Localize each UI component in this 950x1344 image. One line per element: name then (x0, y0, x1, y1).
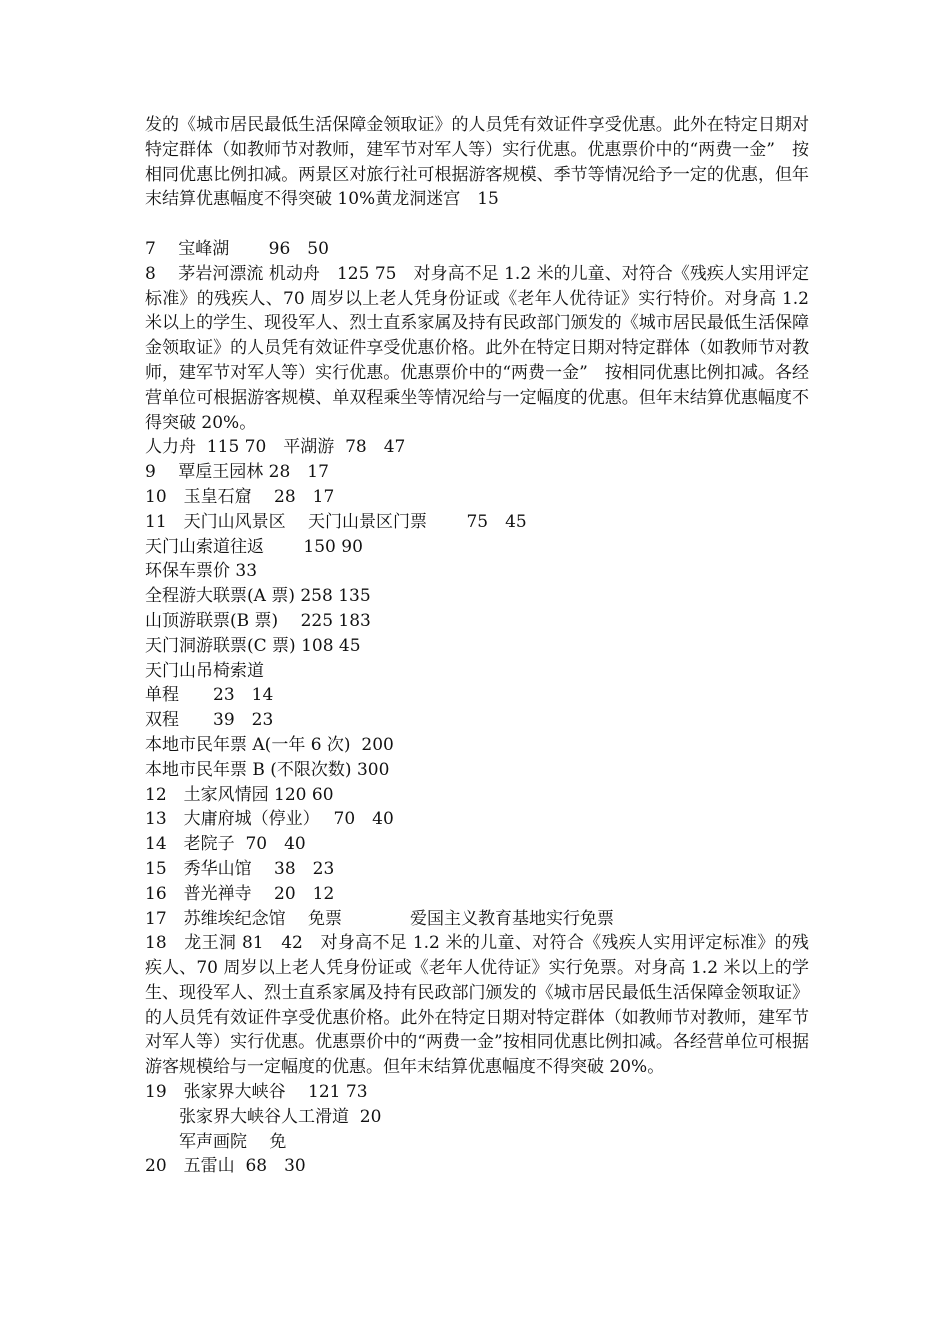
price-line: 单程 23 14 (145, 685, 274, 706)
price-line: 本地市民年票 A(一年 6 次) 200 (145, 734, 394, 755)
price-line: 全程游大联票(A 票) 258 135 (145, 586, 371, 607)
price-line: 天门山吊椅索道 (145, 660, 264, 681)
price-line: 10 玉皇石窟 28 17 (145, 486, 335, 507)
price-line-indented: 军声画院 免 (179, 1131, 287, 1152)
price-line: 19 张家界大峡谷 121 73 (145, 1082, 368, 1103)
price-line: 14 老院子 70 40 (145, 834, 306, 855)
price-line: 天门洞游联票(C 票) 108 45 (145, 635, 361, 656)
price-line: 20 五雷山 68 30 (145, 1156, 306, 1177)
price-line: 9 覃垕王园林 28 17 (145, 462, 329, 483)
price-line: 11 天门山风景区 天门山景区门票 75 45 (145, 511, 527, 532)
price-line: 17 苏维埃纪念馆 免票 爱国主义教育基地实行免票 (145, 908, 615, 929)
intro-paragraph: 发的《城市居民最低生活保障金领取证》的人员凭有效证件享受优惠。此外在特定日期对特定群体（如教师节对教师，建军节对军人等）实行优惠。优惠票价中的“两费一金” 按相同优惠比例扣减。两景区对旅行社可根据游客规模、季节等情况给予一定的优惠，但年末结算优惠幅度不得突破 10%黄龙洞迷宫 15 (145, 115, 809, 210)
price-line-indented: 张家界大峡谷人工滑道 20 (179, 1106, 382, 1127)
document-page (145, 113, 809, 1179)
price-line: 山顶游联票(B 票) 225 183 (145, 610, 371, 631)
price-line: 15 秀华山馆 38 23 (145, 858, 335, 879)
price-line: 双程 39 23 (145, 710, 274, 731)
item-8-paragraph: 8 茅岩河漂流 机动舟 125 75 对身高不足 1.2 米的儿童、对符合《残疾人实用评定标准》的残疾人、70 周岁以上老人凭身份证或《老年人优待证》实行特价。对身高 1.2 米以上的学生、现役军人、烈士直系家属及持有民政部门颁发的《城市居民最低生活保障金领取证》的人员凭有效证件享受优惠价格。此外在特定日期对特定群体（如教师节对教师，建军节对军人等）实行优惠。优惠票价中的“两费一金” 按相同优惠比例扣减。各经营单位可根据游客规模、单双程乘坐等情况给与一定幅度的优惠。但年末结算优惠幅度不得突破 20%。 (145, 263, 809, 433)
price-line: 12 土家风情园 120 60 (145, 784, 334, 805)
price-line: 13 大庸府城（停业） 70 40 (145, 809, 394, 830)
price-line: 本地市民年票 B (不限次数) 300 (145, 759, 390, 780)
price-line: 16 普光禅寺 20 12 (145, 883, 335, 904)
price-line: 天门山索道往返 150 90 (145, 536, 363, 557)
price-line: 人力舟 115 70 平湖游 78 47 (145, 437, 406, 458)
price-line-7: 7 宝峰湖 96 50 (145, 238, 329, 259)
blank-line (145, 212, 809, 237)
price-line: 环保车票价 33 (145, 561, 258, 582)
item-18-paragraph: 18 龙王洞 81 42 对身高不足 1.2 米的儿童、对符合《残疾人实用评定标准》的残疾人、70 周岁以上老人凭身份证或《老年人优待证》实行免票。对身高 1.2 米以上的学生、现役军人、烈士直系家属及持有民政部门颁发的《城市居民最低生活保障金领取证》的人员凭有效证件享受优惠价格。此外在特定日期对特定群体（如教师节对教师，建军节对军人等）实行优惠。优惠票价中的“两费一金”按相同优惠比例扣减。各经营单位可根据游客规模给与一定幅度的优惠。但年末结算优惠幅度不得突破 20%。 (145, 933, 809, 1078)
